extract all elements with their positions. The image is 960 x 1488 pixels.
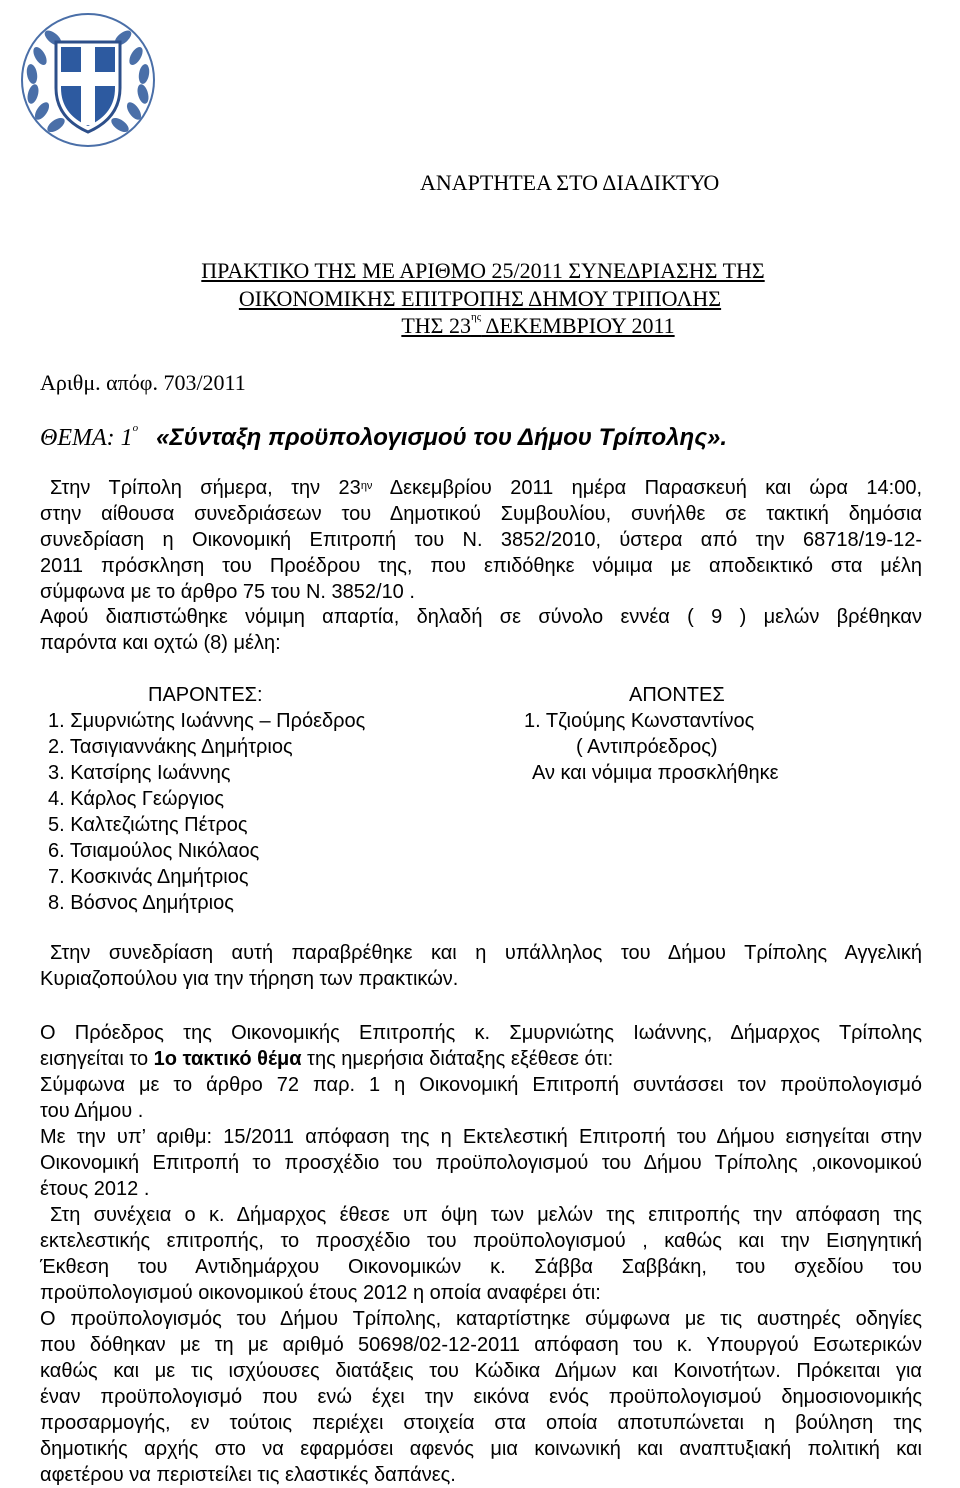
list-item: 3. Κατσίρης Ιωάννης bbox=[48, 762, 231, 784]
list-item: 4. Κάρλος Γεώργιος bbox=[48, 788, 225, 810]
intro-paragraph: Στην Τρίπολη σήμερα, την $23^{\eta\nu}$ Δεκεμβρίου 2011 ημέρα Παρασκευή και ώρα 14:00, στην αίθουσα συνεδριάσεων του Δημοτικού Συμβουλίου, συνήλθε σε τακτική δημόσια συνεδρίαση η Οικονομική Επιτροπή του Ν. 3852/2010, ύστερα από την 68718/19-12- 2011 πρόσκληση του Προέδρου της, που επιδόθηκε νόμιμα με αποδεικτικό στα μέλη σύμφωνα με το άρθρο 75 του Ν. 3852/10 . bbox=[40, 477, 923, 603]
list-item: 7. Κοσκινάς Δημήτριος bbox=[48, 866, 249, 888]
list-item: ( Αντιπρόεδρος) bbox=[576, 736, 718, 758]
decision-number: Αριθμ. απόφ. 703/2011 bbox=[40, 370, 246, 395]
absent-list bbox=[524, 708, 779, 786]
body-text: Ο Πρόεδρος της Οικονομικής Επιτροπής κ. Σμυρνιώτης Ιωάννης, Δήμαρχος Τρίπολης εισηγείται το 1ο τακτικό θέμα της ημερήσια διάταξης εξέθεσε ότι: Σύμφωνα με το άρθρο 72 παρ. 1 η Οικονομική Επιτροπή συντάσσει τον προϋπολογισμό του Δήμου . Με την υπ’ αριθμ: 15/2011 απόφαση της η Εκτελεστική Επιτροπή του Δήμου εισηγείται στην Οικονομική Επιτροπή το προσχέδιο του προϋπολογισμού του Δήμου Τρίπολης ,οικονομικού έτους 2012 . Στη συνέχεια ο κ. Δήμαρχος έθεσε υπ όψη των μελών της επιτροπής την απόφαση της εκτελεστικής επιτροπής, το προσχέδιο του προϋπολογισμού , καθώς και την Εισηγητική Έκθεση του Αντιδημάρχου Οικονομικών κ. Σάββα Σαββάκη, του σχεδίου του προϋπολογισμού οικονομικού έτους 2012 η οποία αναφέρει ότι: Ο προϋπολογισμός του Δήμου Τρίπολης, καταρτίστηκε σύμφωνα με τις αυστηρές οδηγίες που δόθηκαν με τη με αριθμό 50698/02-12-2011 απόφαση του κ. Υπουργού Εσωτερικών καθώς και με τις ισχύουσες διατάξεις του Κώδικα Δήμων και Κοινοτήτων. Πρόκειται για έναν προϋπολογισμό που ενώ έχει την εικόνα ενός προϋπολογισμού δημοσιονομικής προσαρμογής, εν τούτοις περιέχει στοιχεία στα οποία αποτυπώνεται η βούληση της δημοτικής αρχής στο να εφαρμόσει αφενός μια κοινωνική και αναπτυξιακή πολιτική και αφετέρου να περιστείλει τις ελαστικές δαπάνες. bbox=[40, 1022, 922, 1486]
list-item: 8. Βόσνος Δημήτριος bbox=[48, 892, 234, 914]
title-line-1: ΠΡΑΚΤΙΚΟ ΤΗΣ ΜΕ ΑΡΙΘΜΟ 25/2011 ΣΥΝΕΔΡΙΑΣΗΣ ΤΗΣ bbox=[201, 258, 765, 283]
title-line-3: ΤΗΣ $23^{\eta\varsigma}$ ΔΕΚΕΜΒΡΙΟΥ 2011 bbox=[401, 311, 675, 338]
list-item: Αν και νόμιμα προσκλήθηκε bbox=[532, 762, 779, 784]
list-item: 6. Τσιαμούλος Νικόλαος bbox=[48, 840, 260, 862]
absent-heading: ΑΠΟΝΤΕΣ bbox=[629, 684, 725, 706]
list-item: 1. Σμυρνιώτης Ιωάννης – Πρόεδρος bbox=[48, 710, 366, 732]
subject-text: «Σύνταξη προϋπολογισμού του Δήμου Τρίπολης». bbox=[156, 424, 727, 451]
present-list bbox=[48, 708, 365, 916]
posting-notice: ΑΝΑΡΤΗΤΕΑ ΣΤΟ ΔΙΑΔΙΚΤΥΟ bbox=[420, 170, 720, 195]
present-heading: ΠΑΡΟΝΤΕΣ: bbox=[148, 684, 263, 706]
list-item: 5. Καλτεζιώτης Πέτρος bbox=[48, 814, 248, 836]
list-item: 1. Τζιούμης Κωνσταντίνος bbox=[524, 710, 755, 732]
greek-coat-of-arms-icon bbox=[18, 10, 158, 150]
bold-agenda-item: 1ο τακτικό θέμα bbox=[153, 1048, 302, 1070]
subject-line: ΘΕΜΑ: $1^o$ «Σύνταξη προϋπολογισμού του Δήμου Τρίπολης». bbox=[40, 422, 727, 451]
quorum-paragraph: Αφού διαπιστώθηκε νόμιμη απαρτία, δηλαδή σε σύνολο εννέα ( 9 ) μελών βρέθηκαν παρόντα και οχτώ (8) μέλη: bbox=[40, 606, 922, 654]
list-item: 2. Τασιγιαννάκης Δημήτριος bbox=[48, 736, 293, 758]
clerk-paragraph: Στην συνεδρίαση αυτή παραβρέθηκε και η υπάλληλος του Δήμου Τρίπολης Αγγελική Κυριαζοπούλου για την τήρηση των πρακτικών. bbox=[40, 942, 922, 990]
title-line-2: ΟΙΚΟΝΟΜΙΚΗΣ ΕΠΙΤΡΟΠΗΣ ΔΗΜΟΥ ΤΡΙΠΟΛΗΣ bbox=[238, 286, 722, 311]
